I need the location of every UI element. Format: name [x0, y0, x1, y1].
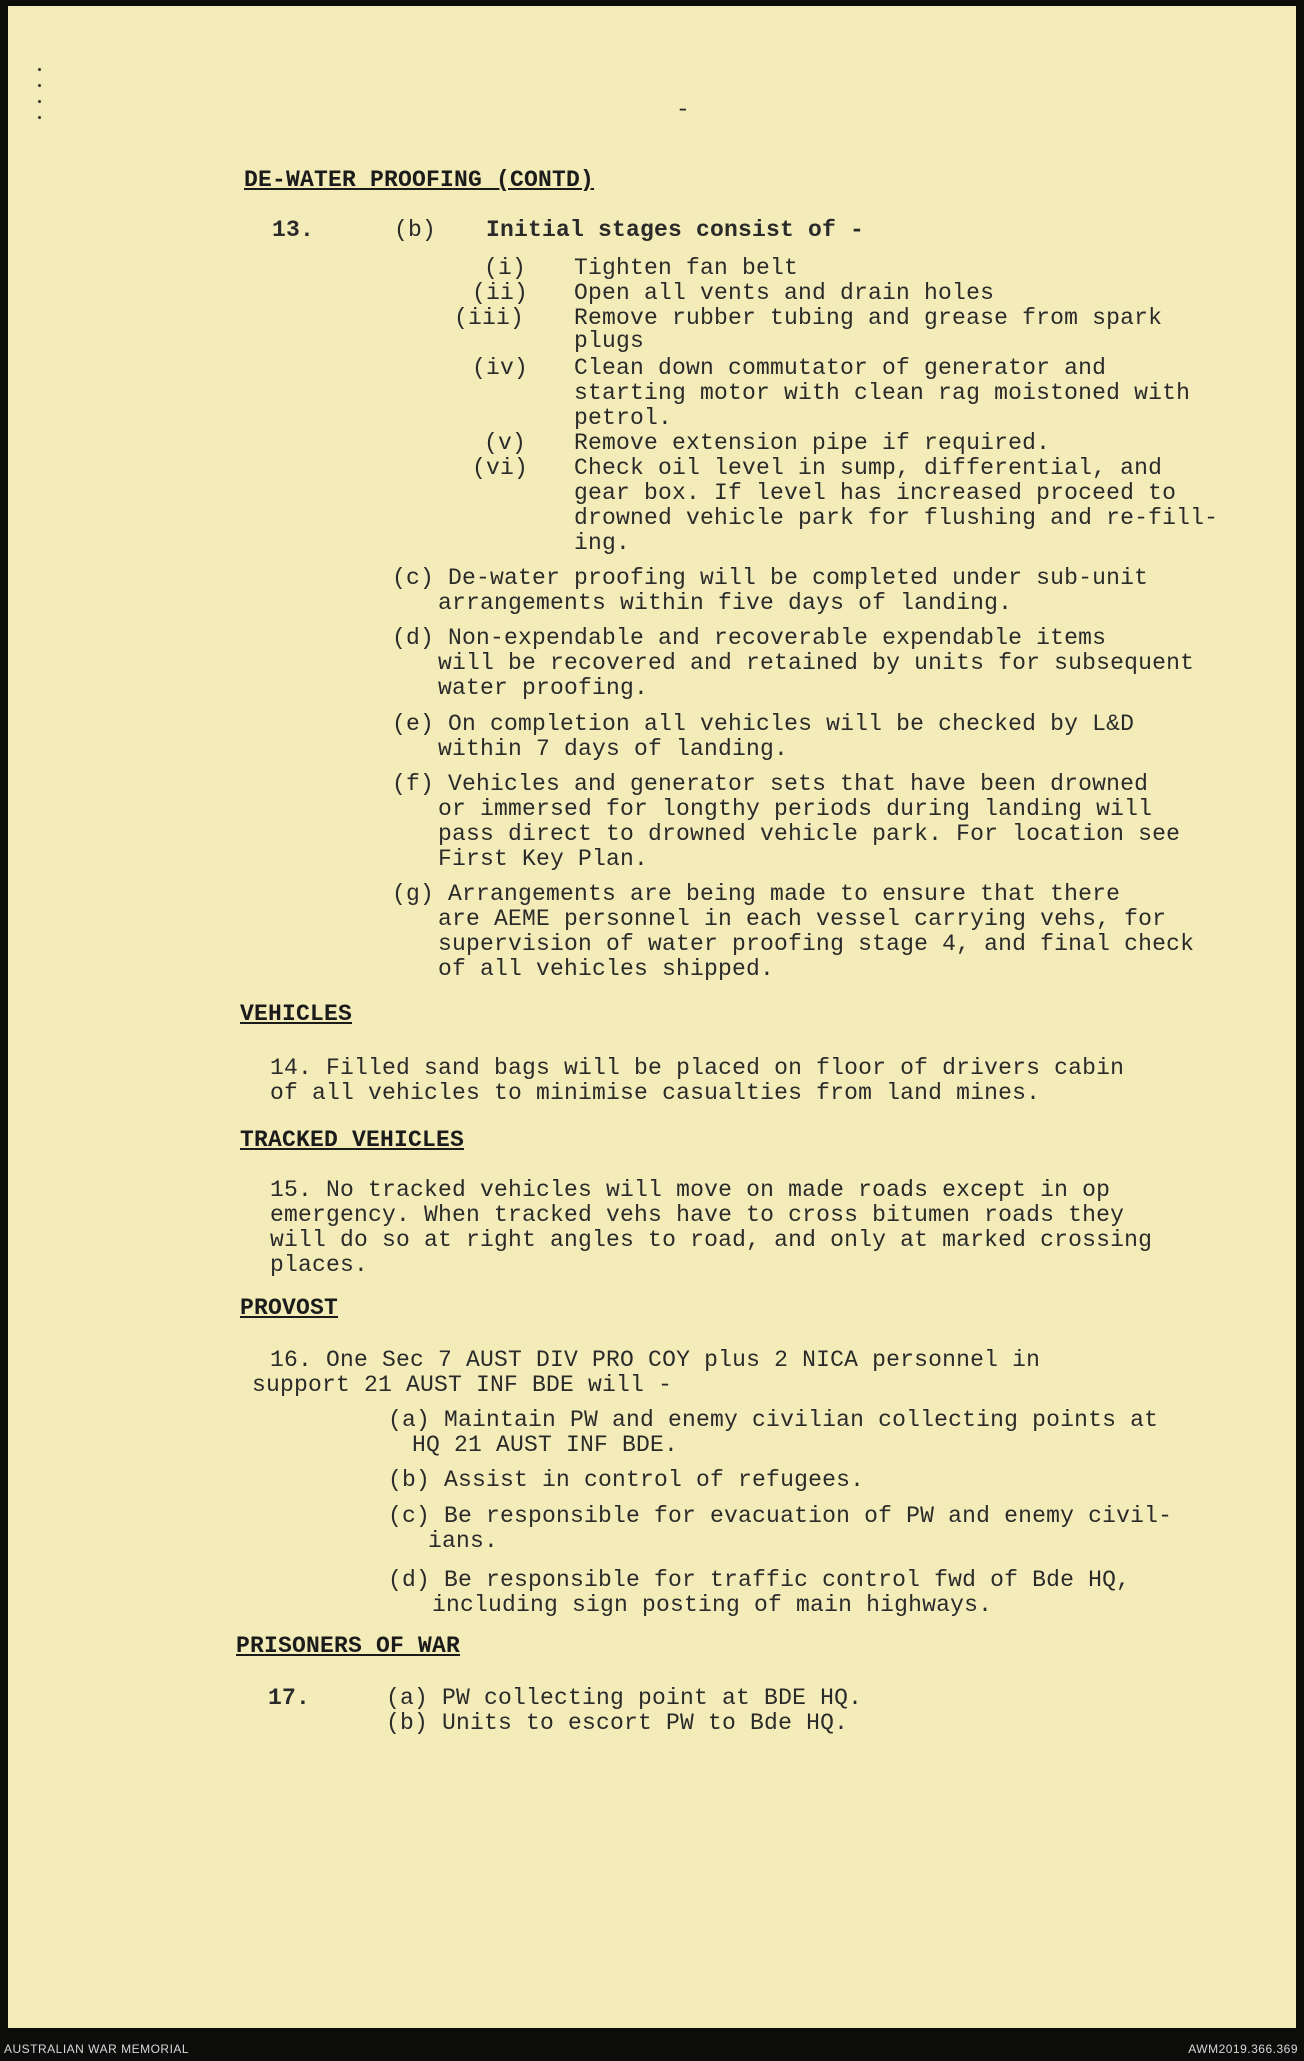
para-17-number: 17. — [268, 1685, 311, 1711]
sub-item-label: (v) — [484, 430, 527, 456]
para-15-line: places. — [270, 1252, 369, 1278]
section-heading-provost: PROVOST — [240, 1295, 339, 1321]
document-page — [8, 6, 1296, 2028]
para-16-intro: 16. One Sec 7 AUST DIV PRO COY plus 2 NICA personnel in — [270, 1347, 1041, 1373]
sub-item-line: petrol. — [574, 405, 673, 431]
sub-item-line: Remove rubber tubing and grease from spark — [574, 305, 1163, 331]
sub-item-line: gear box. If level has increased proceed to — [574, 480, 1177, 506]
section-heading-prisoners-of-war: PRISONERS OF WAR — [236, 1633, 461, 1659]
sub-item-line: Tighten fan belt — [574, 255, 799, 281]
para-13b-text: Initial stages consist of - — [486, 217, 865, 243]
section-heading-vehicles: VEHICLES — [240, 1001, 353, 1027]
para-13d-line: (d) Non-expendable and recoverable expendable items — [392, 625, 1107, 651]
margin-mark — [38, 116, 41, 119]
para-16c-line: (c) Be responsible for evacuation of PW and enemy civil- — [388, 1503, 1173, 1529]
footer-accession-number: AWM2019.366.369 — [1188, 2042, 1298, 2056]
para-14-line: of all vehicles to minimise casualties from land mines. — [270, 1080, 1041, 1106]
para-13f-line: pass direct to drowned vehicle park. For location see — [438, 821, 1181, 847]
para-13e-line: (e) On completion all vehicles will be checked by L&D — [392, 711, 1135, 737]
sub-item-line: Open all vents and drain holes — [574, 280, 995, 306]
para-15-line: will do so at right angles to road, and only at marked crossing — [270, 1227, 1153, 1253]
para-15-line: emergency. When tracked vehs have to cross bitumen roads they — [270, 1202, 1125, 1228]
para-13d-line: water proofing. — [438, 675, 649, 701]
sub-item-label: (ii) — [472, 280, 529, 306]
sub-item-line: drowned vehicle park for flushing and re-fill- — [574, 505, 1219, 531]
sub-item-label: (iv) — [472, 355, 529, 381]
sub-item-line: Remove extension pipe if required. — [574, 430, 1051, 456]
para-16a-line: HQ 21 AUST INF BDE. — [412, 1432, 679, 1458]
page-number-mark: - — [676, 97, 691, 123]
section-heading-dewater: DE-WATER PROOFING (CONTD) — [244, 167, 595, 193]
para-13d-line: will be recovered and retained by units for subsequent — [438, 650, 1195, 676]
para-13b-label: (b) — [394, 217, 437, 243]
margin-mark — [38, 84, 41, 87]
para-15-line: 15. No tracked vehicles will move on made roads except in op — [270, 1177, 1111, 1203]
para-16d-line: (d) Be responsible for traffic control fwd of Bde HQ, — [388, 1567, 1131, 1593]
para-13f-line: or immersed for longthy periods during landing will — [438, 796, 1153, 822]
sub-item-label: (iii) — [454, 305, 525, 331]
para-17b-line: (b) Units to escort PW to Bde HQ. — [386, 1710, 849, 1736]
footer-credit: AUSTRALIAN WAR MEMORIAL — [4, 2042, 190, 2056]
sub-item-line: ing. — [574, 530, 631, 556]
margin-mark — [38, 68, 41, 71]
para-13g-line: are AEME personnel in each vessel carrying vehs, for — [438, 906, 1167, 932]
para-16b-line: (b) Assist in control of refugees. — [388, 1467, 865, 1493]
sub-item-label: (vi) — [472, 455, 529, 481]
section-heading-tracked-vehicles: TRACKED VEHICLES — [240, 1127, 465, 1153]
para-17a-line: (a) PW collecting point at BDE HQ. — [386, 1685, 863, 1711]
para-13c-line: arrangements within five days of landing. — [438, 590, 1013, 616]
para-13f-line: (f) Vehicles and generator sets that have been drowned — [392, 771, 1149, 797]
para-13g-line: supervision of water proofing stage 4, and final check — [438, 931, 1195, 957]
para-16d-line: including sign posting of main highways. — [432, 1592, 993, 1618]
para-16c-line: ians. — [428, 1528, 499, 1554]
sub-item-label: (i) — [484, 255, 527, 281]
para-13g-line: of all vehicles shipped. — [438, 956, 775, 982]
para-13g-line: (g) Arrangements are being made to ensure that there — [392, 881, 1121, 907]
sub-item-line: starting motor with clean rag moistoned with — [574, 380, 1191, 406]
para-16-intro: support 21 AUST INF BDE will - — [252, 1372, 673, 1398]
para-13-number: 13. — [272, 217, 315, 243]
para-13f-line: First Key Plan. — [438, 846, 649, 872]
para-13c-line: (c) De-water proofing will be completed under sub-unit — [392, 565, 1149, 591]
sub-item-line: plugs — [574, 328, 645, 354]
para-13e-line: within 7 days of landing. — [438, 736, 789, 762]
sub-item-line: Clean down commutator of generator and — [574, 355, 1107, 381]
para-16a-line: (a) Maintain PW and enemy civilian collecting points at — [388, 1407, 1159, 1433]
sub-item-line: Check oil level in sump, differential, and — [574, 455, 1163, 481]
para-14-line: 14. Filled sand bags will be placed on floor of drivers cabin — [270, 1055, 1125, 1081]
margin-mark — [38, 100, 41, 103]
